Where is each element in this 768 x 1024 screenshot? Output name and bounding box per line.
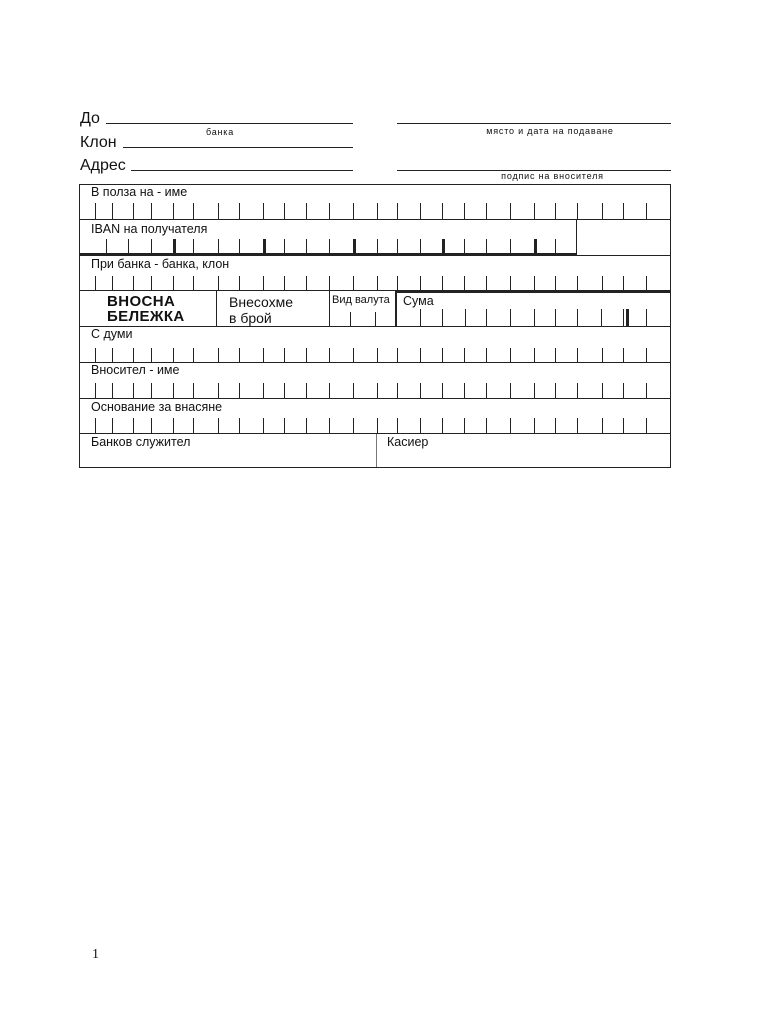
char-box-tick [555, 239, 556, 254]
char-box-tick [353, 276, 354, 290]
char-box-tick [239, 203, 240, 219]
bank-officer-cell[interactable] [80, 434, 377, 467]
char-box-tick [329, 418, 330, 433]
char-box-tick [173, 239, 176, 254]
char-box-tick [555, 348, 556, 362]
branch-line[interactable] [123, 147, 353, 148]
char-box-tick [646, 348, 647, 362]
char-box-tick [420, 383, 421, 398]
char-box-tick [420, 276, 421, 290]
char-box-tick [510, 203, 511, 219]
char-box-tick [306, 418, 307, 433]
char-box-tick [239, 239, 240, 254]
char-box-tick [646, 418, 647, 433]
char-box-tick [646, 276, 647, 290]
to-label: До [80, 110, 100, 127]
char-box-tick [534, 383, 535, 398]
char-box-tick [353, 348, 354, 362]
char-box-tick [95, 383, 96, 398]
char-box-tick [510, 276, 511, 290]
char-box-tick [263, 383, 264, 398]
char-box-tick [193, 383, 194, 398]
char-box-tick [464, 383, 465, 398]
char-box-tick [284, 276, 285, 290]
char-box-tick [623, 203, 624, 219]
char-box-tick [193, 418, 194, 433]
char-box-tick [263, 239, 266, 254]
char-box-tick [95, 276, 96, 290]
char-box-tick [420, 418, 421, 433]
char-box-tick [377, 348, 378, 362]
char-box-tick [623, 383, 624, 398]
char-box-tick [239, 383, 240, 398]
char-box-tick [464, 203, 465, 219]
char-box-tick [626, 309, 629, 326]
char-box-tick [133, 276, 134, 290]
char-box-tick [112, 418, 113, 433]
char-box-tick [534, 239, 537, 254]
char-box-tick [306, 383, 307, 398]
bank-caption: банка [205, 127, 235, 137]
bank-branch-ticks [80, 276, 670, 290]
address-label: Адрес [80, 157, 126, 174]
char-box-tick [577, 276, 578, 290]
char-box-tick [284, 418, 285, 433]
char-box-tick [329, 203, 330, 219]
deposited-cell [217, 291, 330, 326]
char-box-tick [465, 309, 466, 326]
to-line[interactable] [106, 123, 353, 124]
currency-label: Вид валута [332, 294, 390, 306]
char-box-tick [534, 348, 535, 362]
char-box-tick [112, 276, 113, 290]
char-box-tick [173, 348, 174, 362]
slip-title-line1: ВНОСНА [107, 293, 176, 310]
char-box-tick [420, 309, 421, 326]
branch-label: Клон [80, 134, 117, 151]
char-box-tick [112, 348, 113, 362]
char-box-tick [577, 418, 578, 433]
bank-branch-label: При банка - банка, клон [91, 257, 230, 271]
char-box-tick [173, 276, 174, 290]
char-box-tick [306, 348, 307, 362]
char-box-tick [602, 348, 603, 362]
char-box-tick [173, 418, 174, 433]
char-box-tick [377, 276, 378, 290]
char-box-tick [534, 276, 535, 290]
char-box-tick [218, 383, 219, 398]
char-box-tick [353, 203, 354, 219]
char-box-tick [218, 239, 219, 254]
char-box-tick [555, 309, 556, 326]
char-box-tick [151, 383, 152, 398]
char-box-tick [239, 418, 240, 433]
char-box-tick [577, 309, 578, 326]
char-box-tick [602, 203, 603, 219]
char-box-tick [306, 203, 307, 219]
char-box-tick [486, 239, 487, 254]
char-box-tick [555, 203, 556, 219]
char-box-tick [106, 239, 107, 254]
char-box-tick [486, 383, 487, 398]
char-box-tick [534, 309, 535, 326]
place-date-caption: място и дата на подаване [486, 126, 614, 136]
cashier-label: Касиер [387, 435, 429, 449]
char-box-tick [397, 203, 398, 219]
char-box-tick [377, 418, 378, 433]
char-box-tick [263, 418, 264, 433]
reason-ticks [80, 418, 670, 433]
char-box-tick [306, 239, 307, 254]
char-box-tick [329, 383, 330, 398]
char-box-tick [112, 383, 113, 398]
char-box-tick [353, 239, 356, 254]
signature-caption: подпис на вносителя [501, 171, 604, 181]
char-box-tick [397, 383, 398, 398]
char-box-tick [173, 203, 174, 219]
char-box-tick [133, 348, 134, 362]
char-box-tick [193, 239, 194, 254]
iban-label: IBAN на получателя [91, 222, 208, 236]
signatures-row [80, 434, 670, 467]
char-box-tick [623, 348, 624, 362]
char-box-tick [133, 203, 134, 219]
char-box-tick [420, 348, 421, 362]
char-box-tick [193, 203, 194, 219]
currency-cell[interactable] [330, 291, 397, 326]
char-box-tick [442, 348, 443, 362]
reason-row[interactable] [80, 399, 670, 434]
char-box-tick [442, 203, 443, 219]
char-box-tick [95, 348, 96, 362]
amount-row [80, 291, 670, 327]
char-box-tick [95, 203, 96, 219]
char-box-tick [329, 239, 330, 254]
char-box-tick [151, 203, 152, 219]
char-box-tick [377, 203, 378, 219]
deposited-line1: Внесохме [229, 294, 294, 310]
char-box-tick [151, 239, 152, 254]
in-words-row[interactable] [80, 327, 670, 363]
char-box-tick [95, 418, 96, 433]
char-box-tick [263, 348, 264, 362]
amount-cell[interactable] [397, 291, 670, 326]
depositor-ticks [80, 383, 670, 398]
beneficiary-label: В полза на - име [91, 185, 188, 199]
char-box-tick [442, 276, 443, 290]
iban-ticks [80, 239, 577, 254]
amount-label: Сума [403, 294, 434, 308]
bank-branch-row[interactable] [80, 256, 670, 291]
char-box-tick [239, 276, 240, 290]
char-box-tick [306, 276, 307, 290]
char-box-tick [577, 203, 578, 219]
char-box-tick [442, 418, 443, 433]
char-box-tick [602, 276, 603, 290]
char-box-tick [464, 348, 465, 362]
char-box-tick [218, 276, 219, 290]
cashier-cell[interactable] [377, 434, 670, 467]
in-words-ticks [80, 348, 670, 362]
char-box-tick [239, 348, 240, 362]
char-box-tick [218, 418, 219, 433]
char-box-tick [486, 276, 487, 290]
char-box-tick [442, 309, 443, 326]
char-box-tick [510, 239, 511, 254]
char-box-tick [397, 418, 398, 433]
char-box-tick [133, 418, 134, 433]
char-box-tick [442, 239, 445, 254]
char-box-tick [555, 418, 556, 433]
char-box-tick [442, 383, 443, 398]
char-box-tick [555, 276, 556, 290]
char-box-tick [397, 276, 398, 290]
char-box-tick [377, 239, 378, 254]
char-box-tick [151, 276, 152, 290]
beneficiary-row[interactable] [80, 185, 670, 220]
char-box-tick [329, 276, 330, 290]
char-box-tick [353, 418, 354, 433]
page-number: 1 [92, 947, 99, 962]
char-box-tick [263, 203, 264, 219]
address-line[interactable] [131, 170, 353, 171]
char-box-tick [510, 348, 511, 362]
char-box-tick [284, 383, 285, 398]
char-box-tick [534, 203, 535, 219]
reason-label: Основание за внасяне [91, 400, 223, 414]
char-box-tick [623, 418, 624, 433]
slip-title-line2: БЕЛЕЖКА [107, 308, 185, 325]
char-box-tick [602, 383, 603, 398]
char-box-tick [193, 276, 194, 290]
char-box-tick [510, 418, 511, 433]
char-box-tick [218, 203, 219, 219]
deposited-line2: в брой [229, 310, 272, 326]
char-box-tick [353, 383, 354, 398]
char-box-tick [397, 239, 398, 254]
char-box-tick [377, 383, 378, 398]
depositor-row[interactable] [80, 363, 670, 399]
char-box-tick [510, 309, 511, 326]
title-cell [80, 291, 217, 326]
char-box-tick [397, 348, 398, 362]
char-box-tick [534, 418, 535, 433]
beneficiary-ticks [80, 203, 670, 219]
char-box-tick [464, 239, 465, 254]
char-box-tick [486, 418, 487, 433]
char-box-tick [420, 239, 421, 254]
char-box-tick [646, 383, 647, 398]
char-box-tick [375, 312, 376, 326]
char-box-tick [112, 203, 113, 219]
char-box-tick [151, 348, 152, 362]
char-box-tick [646, 309, 647, 326]
char-box-tick [602, 418, 603, 433]
bank-officer-label: Банков служител [91, 435, 191, 449]
char-box-tick [464, 276, 465, 290]
char-box-tick [623, 276, 624, 290]
char-box-tick [329, 348, 330, 362]
char-box-tick [350, 312, 351, 326]
depositor-label: Вносител - име [91, 363, 180, 377]
char-box-tick [284, 203, 285, 219]
char-box-tick [284, 348, 285, 362]
currency-ticks [330, 312, 395, 326]
char-box-tick [486, 309, 487, 326]
char-box-tick [464, 418, 465, 433]
char-box-tick [577, 383, 578, 398]
char-box-tick [263, 276, 264, 290]
char-box-tick [486, 203, 487, 219]
char-box-tick [284, 239, 285, 254]
iban-row[interactable] [80, 220, 670, 256]
in-words-label: С думи [91, 327, 133, 341]
char-box-tick [218, 348, 219, 362]
deposit-slip-form [79, 184, 671, 468]
char-box-tick [577, 348, 578, 362]
char-box-tick [601, 309, 602, 326]
char-box-tick [623, 309, 624, 326]
char-box-tick [555, 383, 556, 398]
char-box-tick [173, 383, 174, 398]
char-box-tick [646, 203, 647, 219]
amount-ticks [397, 309, 670, 326]
char-box-tick [420, 203, 421, 219]
char-box-tick [151, 418, 152, 433]
char-box-tick [133, 383, 134, 398]
char-box-tick [193, 348, 194, 362]
char-box-tick [486, 348, 487, 362]
char-box-tick [510, 383, 511, 398]
place-date-line[interactable] [397, 123, 671, 124]
char-box-tick [128, 239, 129, 254]
